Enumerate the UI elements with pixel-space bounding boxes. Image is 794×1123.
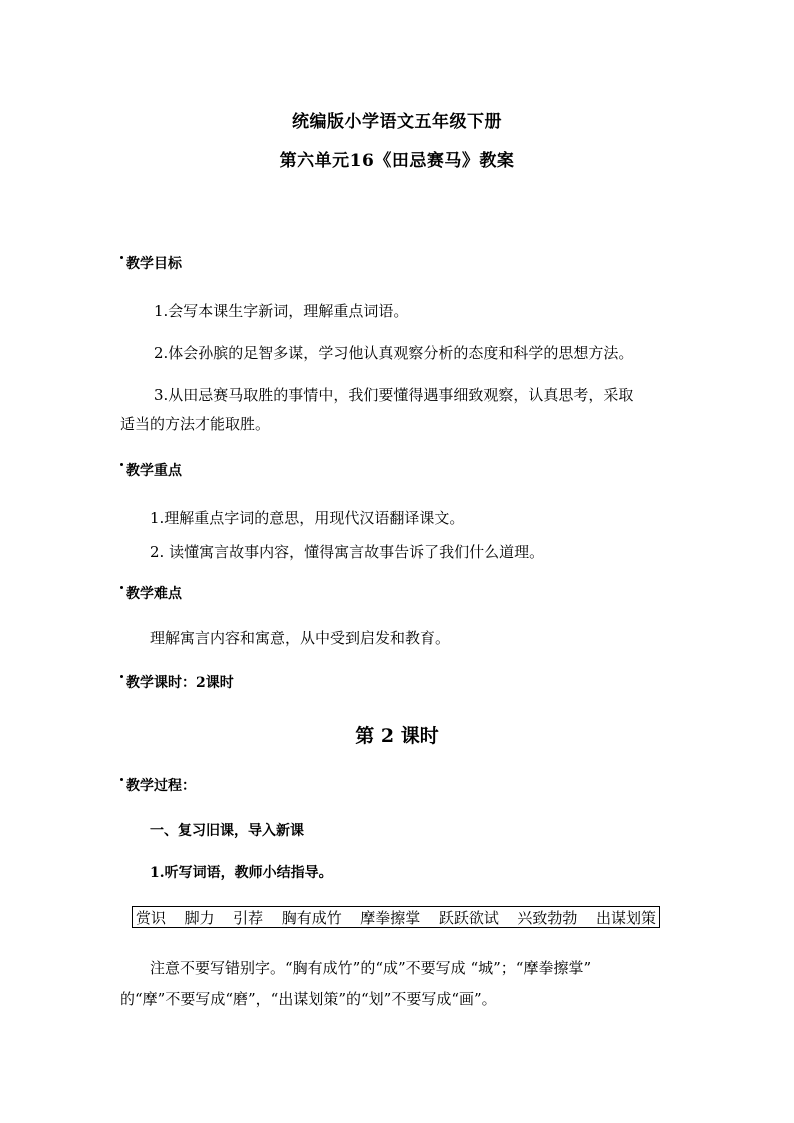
lesson-title: 第 2 课时 (355, 725, 439, 747)
key-point-item-1: 1.理解重点字词的意思，用现代汉语翻译课文。 (150, 509, 465, 527)
bullet-icon (120, 778, 123, 781)
objective-item-3-cont: 适当的方法才能取胜。 (120, 415, 271, 433)
hours-heading-label: 教学课时：2课时 (126, 675, 234, 691)
bullet-icon (120, 586, 123, 589)
word-item: 胸有成竹 (281, 908, 342, 927)
bullet-icon (120, 675, 123, 678)
process-step-1-1: 1.听写词语，教师小结指导。 (150, 865, 333, 881)
key-points-heading-label: 教学重点 (126, 463, 182, 479)
objective-item-3: 3.从田忌赛马取胜的事情中，我们要懂得遇事细致观察，认真思考，采取 (154, 386, 634, 404)
process-heading-label: 教学过程： (126, 778, 196, 794)
key-point-item-2: 2. 读懂寓言故事内容，懂得寓言故事告诉了我们什么道理。 (150, 543, 545, 561)
word-item: 跃跃欲试 (438, 908, 499, 927)
process-step-1: 一、复习旧课，导入新课 (150, 823, 304, 839)
difficulties-text: 理解寓言内容和寓意，从中受到启发和教育。 (150, 629, 451, 647)
bullet-icon (120, 463, 123, 466)
difficulties-heading (120, 583, 182, 603)
objective-item-1: 1.会写本课生字新词，理解重点词语。 (154, 302, 409, 320)
objectives-heading-label: 教学目标 (126, 256, 182, 272)
objective-item-2: 2.体会孙膑的足智多谋，学习他认真观察分析的态度和科学的思想方法。 (154, 344, 634, 362)
objectives-heading (120, 253, 182, 273)
hours-heading (120, 672, 234, 692)
document-subtitle: 第六单元16《田忌赛马》教案 (279, 151, 515, 171)
word-item: 赏识 (136, 908, 167, 927)
process-heading (120, 775, 196, 795)
note-line-1: 注意不要写错别字。“胸有成竹”的“成”不要写成 “城”；“摩拳擦掌” (150, 959, 592, 977)
difficulties-heading-label: 教学难点 (126, 586, 182, 602)
word-item: 引荐 (233, 908, 264, 927)
word-item: 脚力 (184, 908, 215, 927)
word-item: 兴致勃勃 (517, 908, 578, 927)
word-box (132, 906, 660, 928)
key-points-heading (120, 460, 182, 480)
word-item: 摩拳擦掌 (360, 908, 421, 927)
word-item: 出谋划策 (595, 908, 656, 927)
note-line-2: 的“摩”不要写成“磨”，“出谋划策”的“划”不要写成“画”。 (120, 990, 497, 1008)
bullet-icon (120, 256, 123, 259)
document-title: 统编版小学语文五年级下册 (292, 112, 502, 132)
